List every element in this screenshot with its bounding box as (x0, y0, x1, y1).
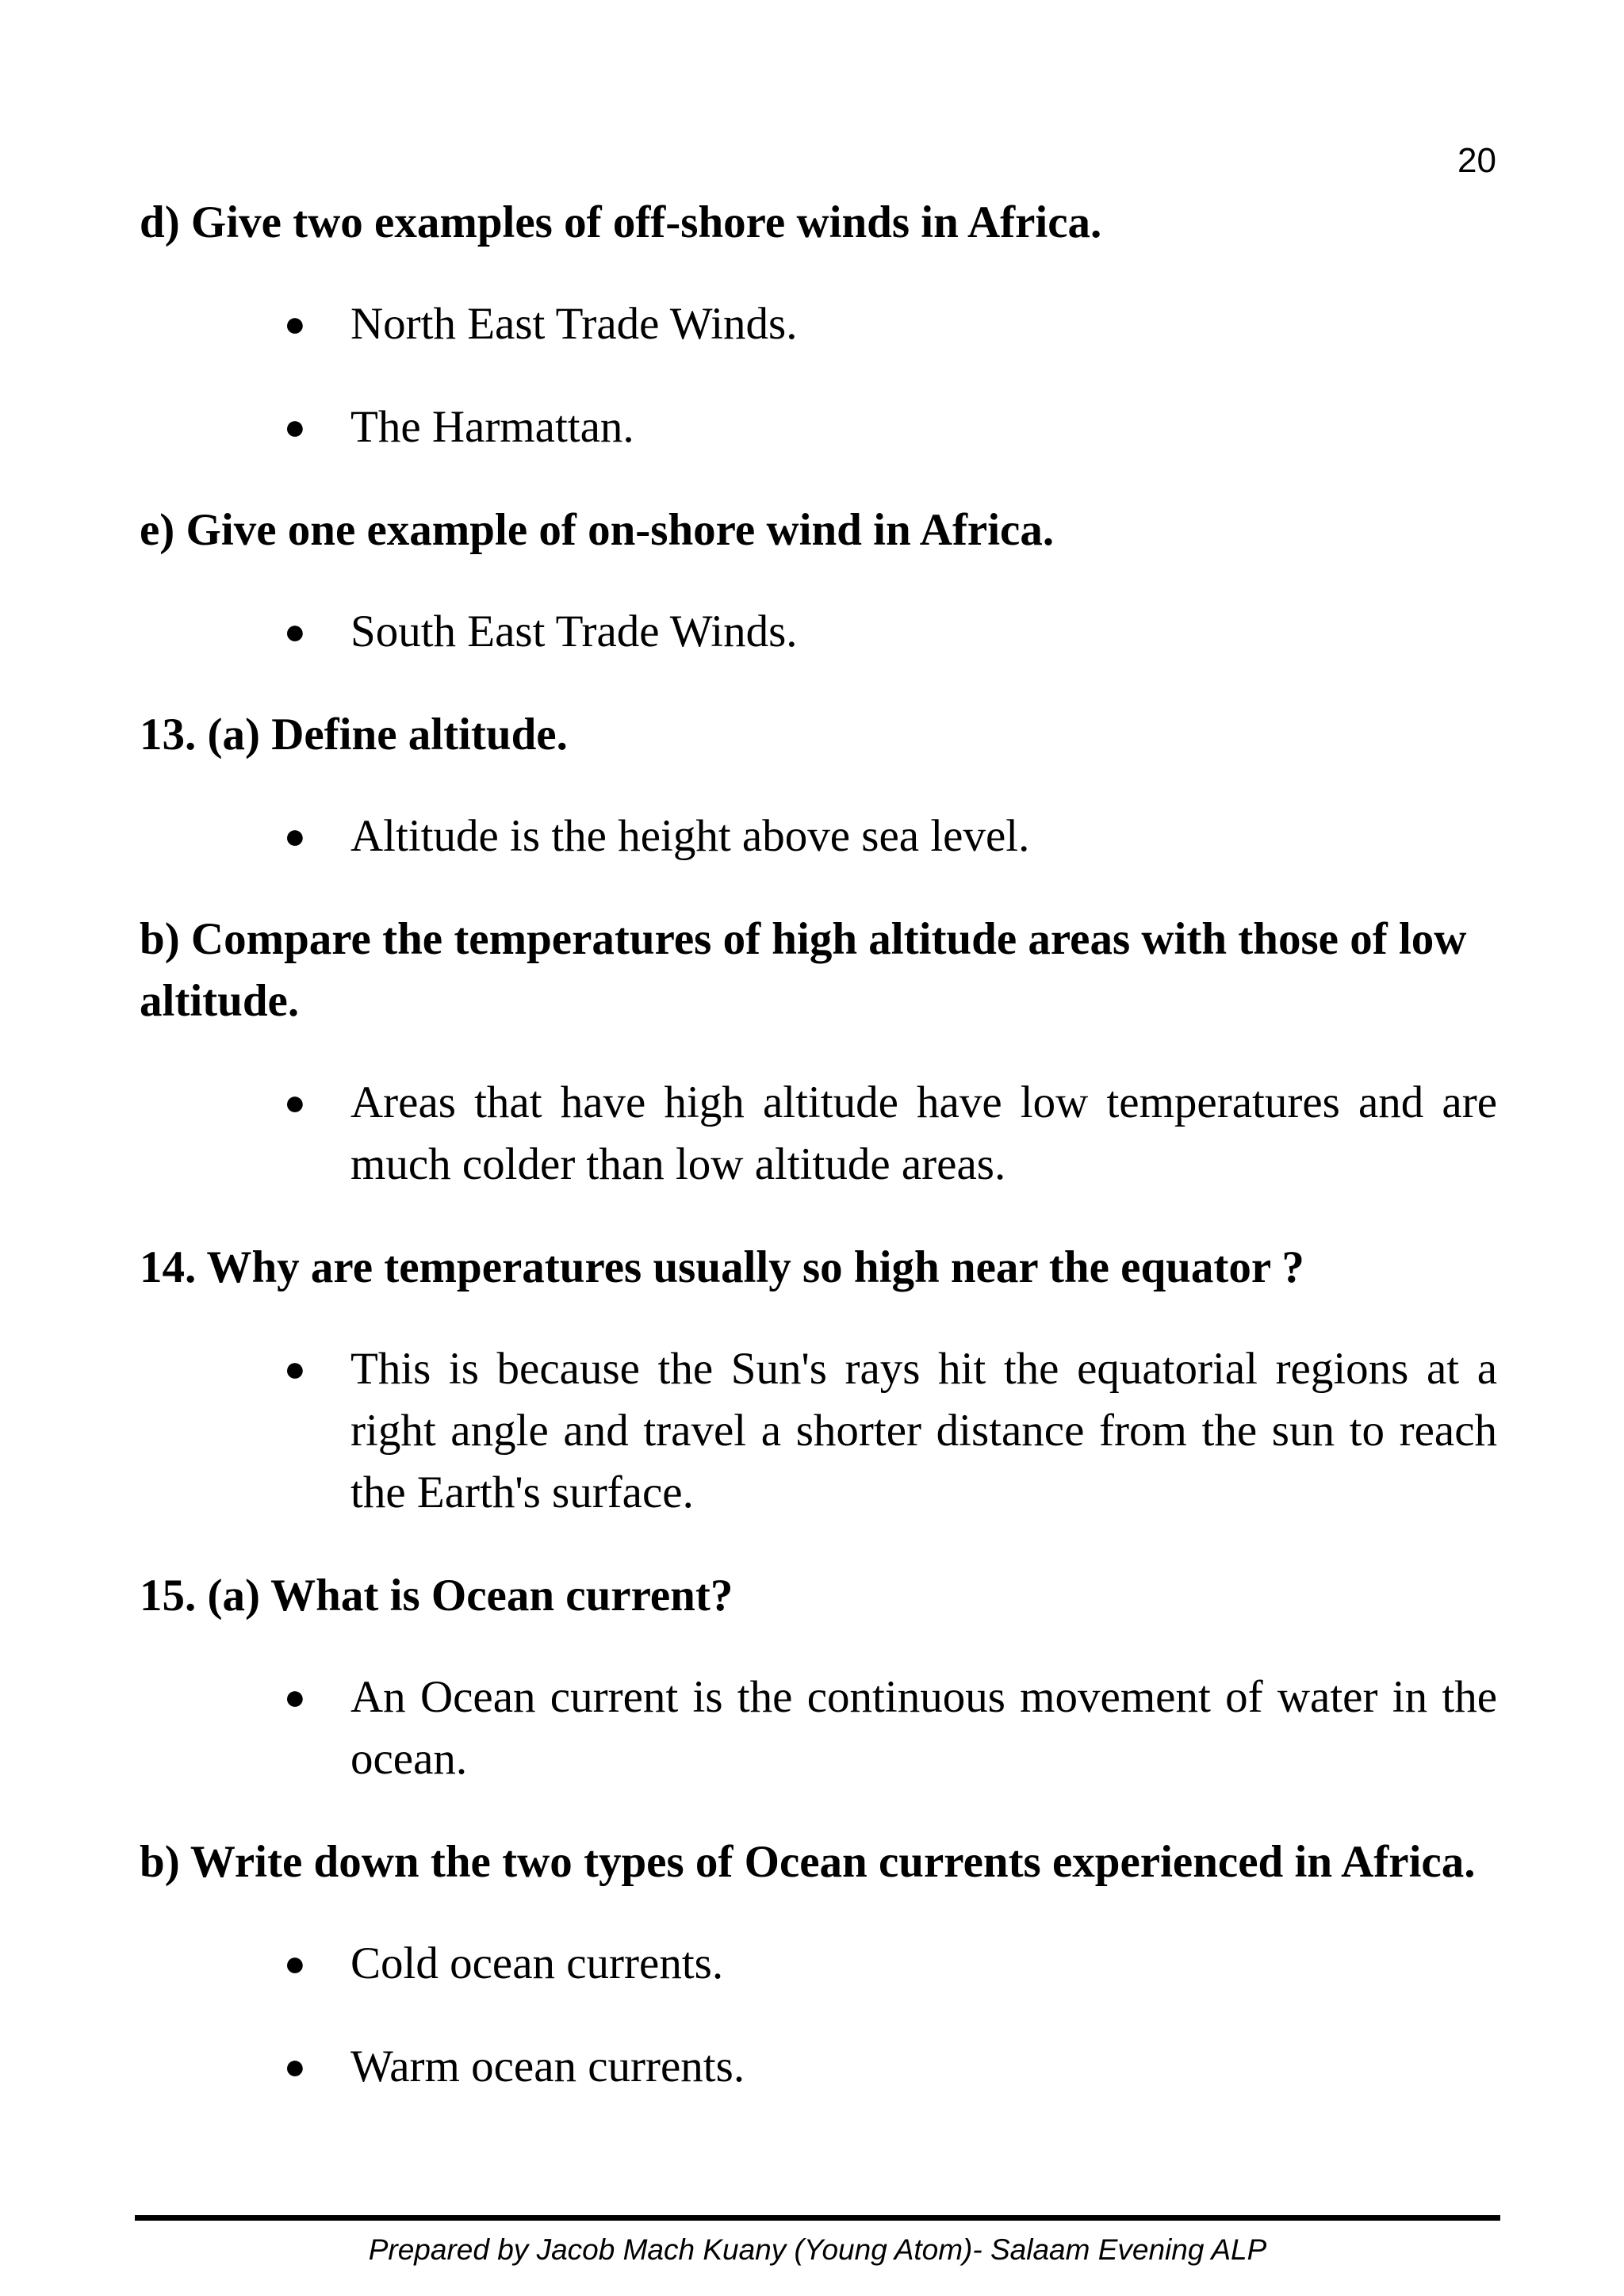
bullet-icon: ● (284, 816, 306, 856)
answer-list (140, 806, 1497, 867)
footer-credit: Prepared by Jacob Mach Kuany (Young Atom)- Salaam Evening ALP (368, 2233, 1267, 2266)
question-15a-ocean-current: 15. (a) What is Ocean current? (140, 1571, 733, 1621)
bullet-icon: ● (284, 304, 306, 344)
list-item (284, 293, 1497, 355)
bullet-icon: ● (284, 1677, 306, 1717)
answer-text: Warm ocean currents. (350, 2042, 745, 2091)
list-item (284, 2036, 1497, 2098)
list-item (284, 601, 1497, 663)
answer-text: An Ocean current is the continuous movement of water in the ocean. (350, 1672, 1497, 1784)
question-15b-ocean-current-types: b) Write down the two types of Ocean currents experienced in Africa. (140, 1837, 1476, 1887)
answer-list (140, 601, 1497, 663)
bullet-icon: ● (284, 611, 306, 652)
answer-text: Areas that have high altitude have low temperatures and are much colder than low altitude areas. (350, 1077, 1497, 1189)
answer-text: The Harmattan. (350, 402, 634, 452)
list-item (284, 1933, 1497, 1995)
answer-list (140, 1338, 1497, 1524)
list-item (284, 1338, 1497, 1524)
list-item (284, 1667, 1497, 1790)
answer-list (140, 1933, 1497, 2098)
footer-divider (135, 2215, 1500, 2221)
document-body (140, 192, 1497, 2139)
answer-text: South East Trade Winds. (350, 607, 798, 656)
list-item (284, 396, 1497, 458)
list-item (284, 1072, 1497, 1196)
answer-text: Cold ocean currents. (350, 1938, 724, 1988)
answer-text: North East Trade Winds. (350, 299, 798, 349)
answer-text: This is because the Sun's rays hit the equatorial regions at a right angle and travel a shorter distance from the sun to reach the Earth's surface. (350, 1344, 1497, 1517)
bullet-icon: ● (284, 1082, 306, 1123)
answer-list (140, 1072, 1497, 1196)
answer-list (140, 293, 1497, 458)
list-item (284, 806, 1497, 867)
question-d-offshore-winds: d) Give two examples of off-shore winds in Africa. (140, 197, 1102, 247)
question-13a-altitude: 13. (a) Define altitude. (140, 710, 568, 760)
answer-text: Altitude is the height above sea level. (350, 811, 1030, 861)
page-number: 20 (1457, 141, 1496, 180)
question-14-equator: 14. Why are temperatures usually so high near the equator ? (140, 1242, 1304, 1292)
answer-list (140, 1667, 1497, 1790)
bullet-icon: ● (284, 1349, 306, 1389)
bullet-icon: ● (284, 1943, 306, 1984)
question-e-onshore-wind: e) Give one example of on-shore wind in Africa. (140, 505, 1055, 555)
question-13b-compare-temperatures: b) Compare the temperatures of high altitude areas with those of low altitude. (140, 914, 1467, 1026)
bullet-icon: ● (284, 407, 306, 447)
bullet-icon: ● (284, 2046, 306, 2087)
